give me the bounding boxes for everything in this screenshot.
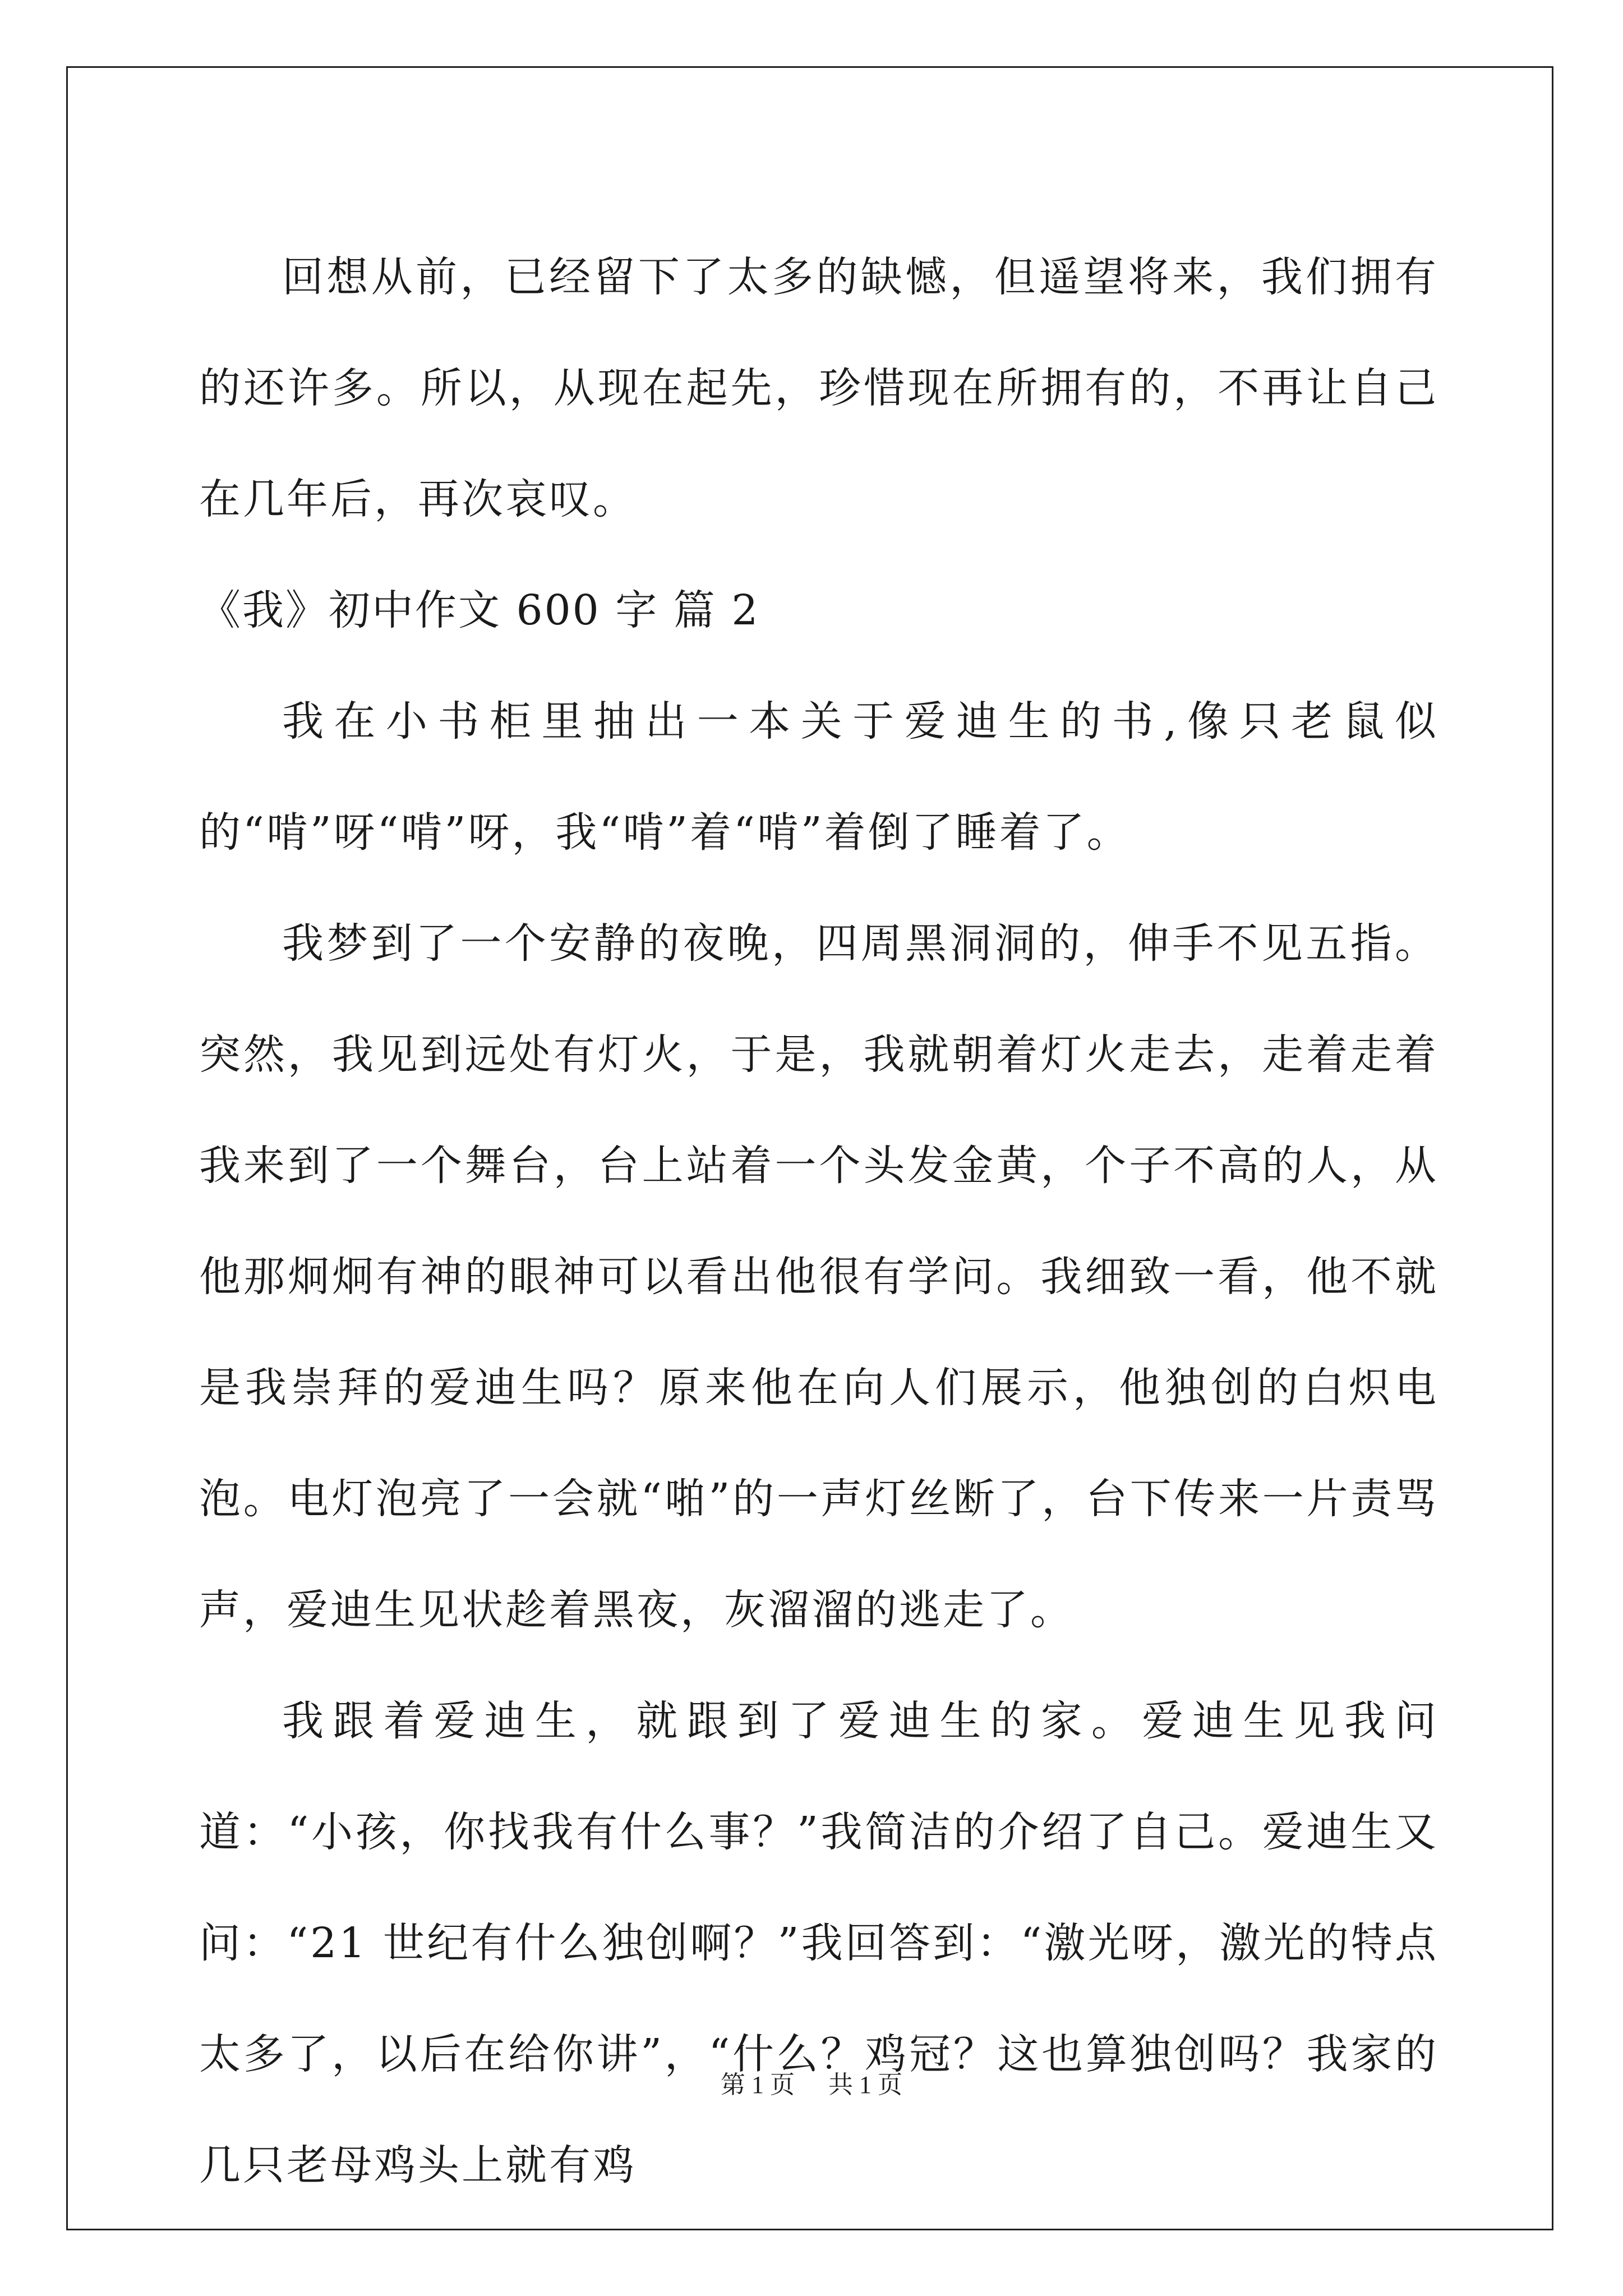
- paragraph: 我梦到了一个安静的夜晚，四周黑洞洞的，伸手不见五指。突然，我见到远处有灯火，于是，我就朝着灯火走去，走着走着我来到了一个舞台，台上站着一个头发金黄，个子不高的人，从他那炯炯有神的眼神可以看出他很有学问。我细致一看，他不就是我崇拜的爱迪生吗？原来他在向人们展示，他独创的白炽电泡。电灯泡亮了一会就“啪”的一声灯丝断了，台下传来一片责骂声，爱迪生见状趁着黑夜，灰溜溜的逃走了。: [199, 919, 1438, 1634]
- paragraph: 回想从前，已经留下了太多的缺憾，但遥望将来，我们拥有的还许多。所以，从现在起先，珍惜现在所拥有的，不再让自己在几年后，再次哀叹。: [199, 253, 1438, 523]
- paragraph: 我在小书柜里抽出一本关于爱迪生的书,像只老鼠似的“啃”呀“啃”呀，我“啃”着“啃”着倒了睡着了。: [199, 697, 1438, 857]
- page-number-current: 第 1 页: [721, 2071, 795, 2099]
- paragraph: 我跟着爱迪生，就跟到了爱迪生的家。爱迪生见我问道：“小孩，你找我有什么事？”我简洁的介绍了自己。爱迪生又问：“21 世纪有什么独创啊？”我回答到：“激光呀，激光的特点太多了，以后在给你讲”，“什么？鸡冠？这也算独创吗？我家的几只老母鸡头上就有鸡: [199, 1697, 1438, 2189]
- document-body: [199, 222, 1438, 2221]
- page-footer: [0, 2064, 1623, 2100]
- page-number-total: 共 1 页: [828, 2071, 902, 2099]
- section-heading: 《我》初中作文 600 字 篇 2: [199, 586, 760, 634]
